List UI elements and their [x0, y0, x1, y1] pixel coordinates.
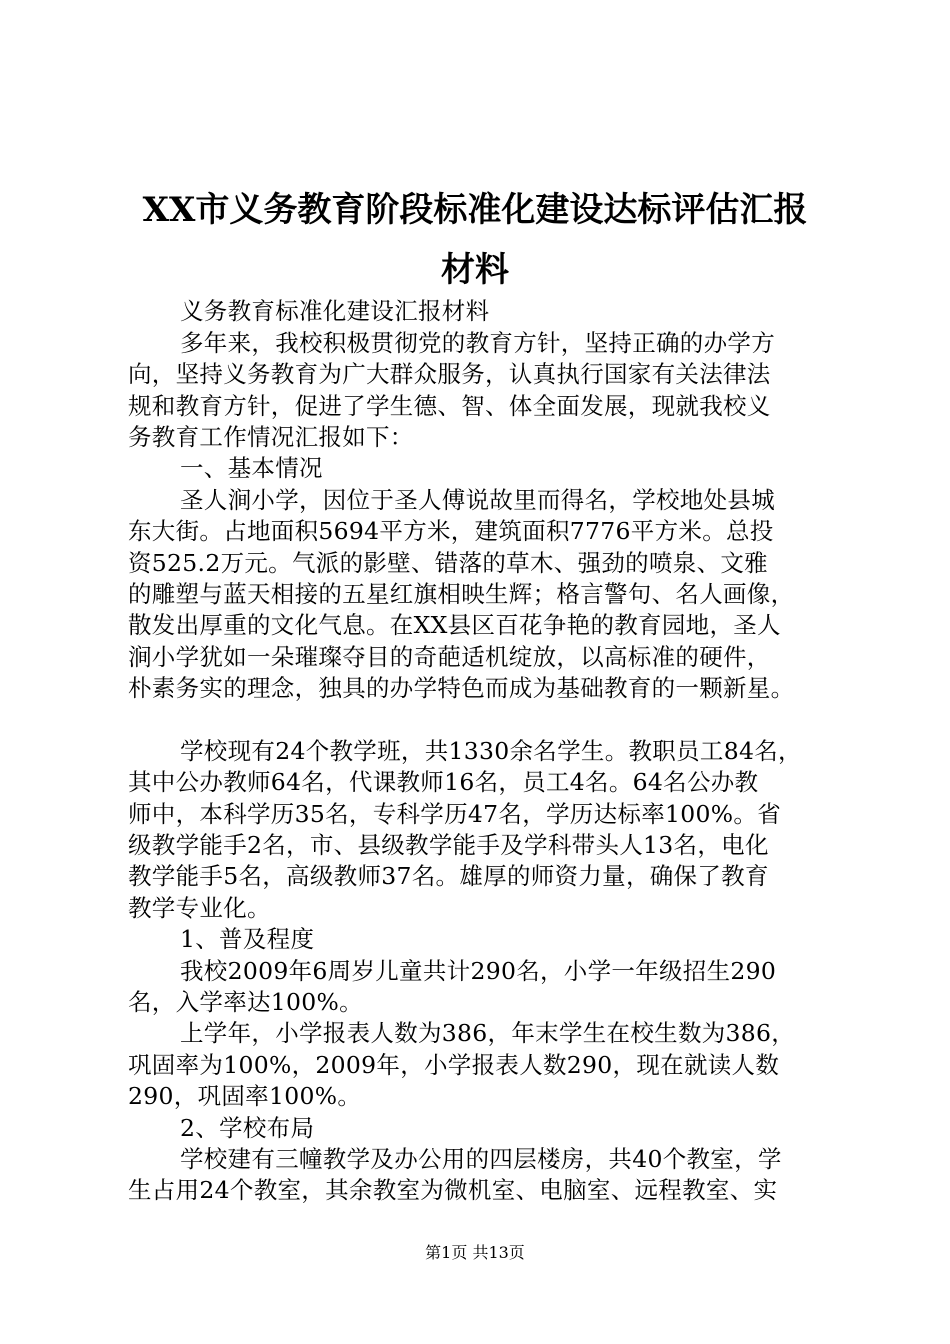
section-heading: 1、普及程度: [180, 925, 315, 953]
page-number-footer: 第1页 共13页: [425, 1243, 525, 1262]
paragraph-line: 朴素务实的理念，独具的办学特色而成为基础教育的一颗新星。: [128, 674, 795, 702]
paragraph-line: 教学能手5名，高级教师37名。雄厚的师资力量，确保了教育: [128, 862, 769, 890]
paragraph-line: 级教学能手2名，市、县级教学能手及学科带头人13名，电化: [128, 831, 769, 859]
paragraph-line: 290，巩固率100%。: [128, 1082, 362, 1110]
subtitle-line: 义务教育标准化建设汇报材料: [180, 297, 490, 325]
paragraph-line: 生占用24个教室，其余教室为微机室、电脑室、远程教室、实: [128, 1176, 778, 1204]
paragraph-line: 学校建有三幢教学及办公用的四层楼房，共40个教室，学: [180, 1145, 782, 1173]
paragraph-line: 学校现有24个教学班，共1330余名学生。教职员工84名，: [180, 737, 802, 765]
paragraph-line: 务教育工作情况汇报如下：: [128, 423, 414, 451]
paragraph-line: 资525.2万元。气派的影壁、错落的草木、强劲的喷泉、文雅: [128, 549, 768, 577]
paragraph-line: 规和教育方针，促进了学生德、智、体全面发展，现就我校义: [128, 392, 771, 420]
paragraph-line: 涧小学犹如一朵璀璨夺目的奇葩适机绽放，以高标准的硬件，: [128, 643, 771, 671]
paragraph-line: 师中，本科学历35名，专科学历47名，学历达标率100%。省: [128, 800, 781, 828]
paragraph-line: 东大街。占地面积5694平方米，建筑面积7776平方米。总投: [128, 517, 774, 545]
paragraph-line: 我校2009年6周岁儿童共计290名，小学一年级招生290: [180, 957, 777, 985]
document-title-line-2: 材料: [441, 250, 509, 290]
document-title-line-1: XX市义务教育阶段标准化建设达标评估汇报: [142, 190, 808, 230]
paragraph-line: 其中公办教师64名，代课教师16名，员工4名。64名公办教: [128, 768, 759, 796]
section-heading: 2、学校布局: [180, 1114, 315, 1142]
paragraph-line: 圣人涧小学，因位于圣人傅说故里而得名，学校地处县城: [180, 486, 775, 514]
paragraph-line: 名，入学率达100%。: [128, 988, 363, 1016]
paragraph-line: 多年来，我校积极贯彻党的教育方针，坚持正确的办学方: [180, 329, 775, 357]
paragraph-line: 教学专业化。: [128, 894, 271, 922]
paragraph-line: 的雕塑与蓝天相接的五星红旗相映生辉；格言警句、名人画像，: [128, 580, 795, 608]
paragraph-line: 上学年，小学报表人数为386，年末学生在校生数为386，: [180, 1019, 796, 1047]
paragraph-line: 向，坚持义务教育为广大群众服务，认真执行国家有关法律法: [128, 360, 771, 388]
paragraph-line: 巩固率为100%，2009年，小学报表人数290，现在就读人数: [128, 1051, 780, 1079]
paragraph-line: 散发出厚重的文化气息。在XX县区百花争艳的教育园地，圣人: [128, 611, 781, 639]
section-heading: 一、基本情况: [180, 454, 323, 482]
